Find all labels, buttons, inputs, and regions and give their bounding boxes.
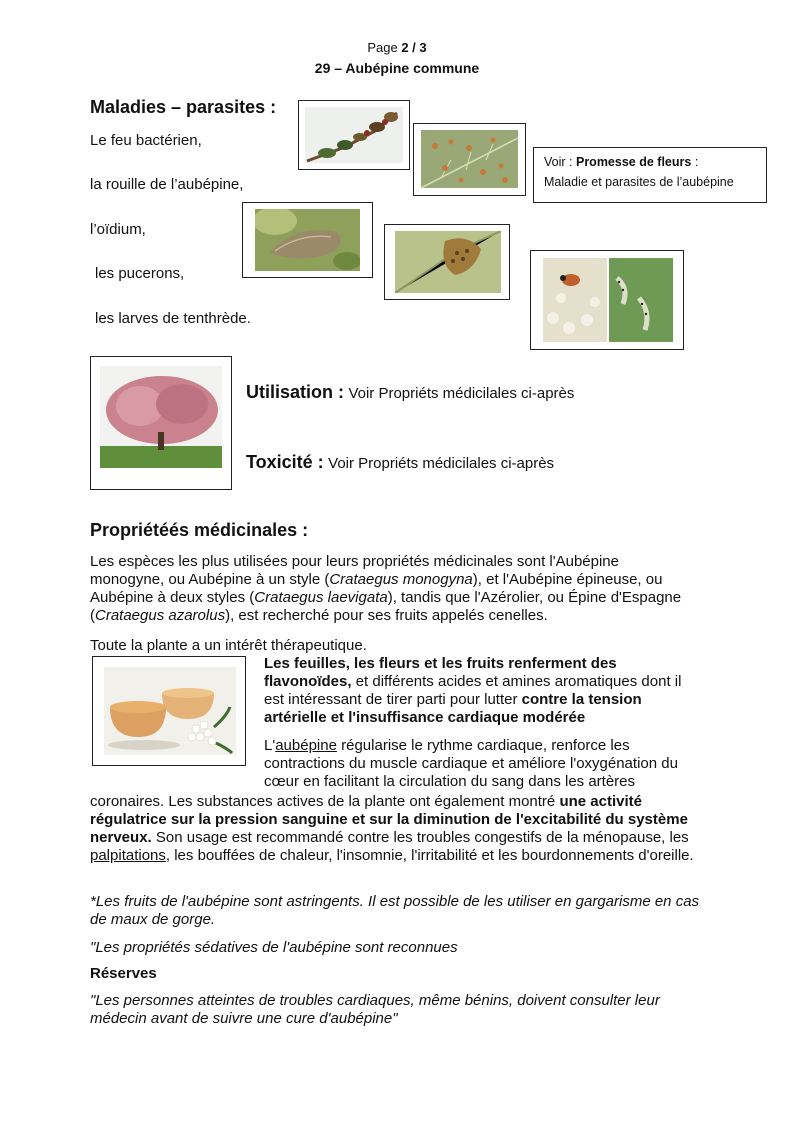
paragraph-3-text-a: régularise le rythme cardiaque, renforce les contractions du muscle cardiaque et améliore l'oxygénation du cœur en facilitant la circulation du sang dans les artères	[264, 737, 678, 790]
photo-feu-bacterien	[298, 100, 410, 170]
reserves-heading: Réserves	[90, 965, 157, 982]
proprietes-paragraph-2-line1: Toute la plante a un intérêt thérapeutique.	[90, 637, 367, 654]
utilisation-label: Utilisation :	[246, 382, 344, 402]
larvae-illustration	[543, 258, 673, 342]
proprietes-paragraph-3-start: L'aubépine régularise le rythme cardiaque, renforce les contractions du muscle cardiaque et améliore l'oxygénation du cœur en facilitant la circulation du sang dans les artères	[264, 737, 678, 790]
utilisation-text: Voir Propriéts médicilales ci-après	[348, 385, 575, 402]
maladie-item-oidium: l’oïdium,	[90, 221, 146, 238]
toxicite-section	[246, 452, 554, 473]
page-title: 29 – Aubépine commune	[314, 60, 480, 76]
note-box-line1: Voir : Promesse de fleurs :	[544, 155, 699, 169]
photo-rouille	[413, 123, 526, 196]
photo-oidium	[242, 202, 373, 278]
note-proprietes-sedatives: "Les propriétés sédatives de l'aubépine sont reconnues	[90, 939, 458, 956]
maladie-item-tenthrede: les larves de tenthrède.	[95, 310, 251, 327]
maladie-item-pucerons: les pucerons,	[95, 265, 185, 282]
tree-illustration	[100, 366, 222, 468]
proprietes-heading: Propriétéés médicinales :	[90, 520, 309, 540]
utilisation-section	[246, 382, 574, 403]
aubepine-link[interactable]: aubépine	[275, 737, 337, 754]
branch-illustration	[305, 107, 403, 163]
photo-tisane-aubepine	[92, 656, 246, 766]
note-fruits-astringents: *Les fruits de l'aubépine sont astringents. Il est possible de les utiliser en gargarisme en cas de maux de gorge.	[90, 893, 700, 928]
oidium-leaf-illustration	[255, 209, 360, 271]
tea-cup-illustration	[104, 667, 236, 755]
page-number: Page 2 / 3	[367, 40, 427, 55]
note-box-line2: Maladie et parasites de l’aubépine	[544, 175, 734, 189]
paragraph-3-text-b: coronaires. Les substances actives de la plante ont également montré	[90, 793, 556, 810]
note-box-reference-title: Promesse de fleurs	[575, 155, 692, 169]
maladie-item-rouille: la rouille de l’aubépine,	[90, 176, 244, 193]
maladie-item-feu-bacterien: Le feu bactérien,	[90, 132, 202, 149]
toxicite-text: Voir Propriéts médicilales ci-après	[328, 455, 555, 472]
proprietes-paragraph-3-end: coronaires. Les substances actives de la plante ont également montré une activité régulatrice sur la pression sanguine et sur la diminution de l'excitabilité du système nerveux. Son usage est recommandé contre les troubles congestifs de la ménopause, les palpitations, les bouffées de chaleur, l'insomnie, l'irritabilité et les bourdonnements d'oreille.	[90, 793, 694, 864]
aphid-leaf-illustration	[395, 231, 501, 293]
proprietes-paragraph-1: Les espèces les plus utilisées pour leurs propriétés médicinales sont l'Aubépine monogyne, ou Aubépine à un style (Crataegus monogyna), et l'Aubépine épineuse, ou Aubépine à deux styles (Crataegus laevigata), tandis que l'Azérolier, ou Épine d'Espagne (Crataegus azarolus), est recherché pour ses fruits appelés cenelles.	[90, 553, 682, 624]
rust-leaf-illustration	[421, 130, 518, 188]
palpitations-link[interactable]: palpitations	[90, 847, 166, 864]
reserves-text: "Les personnes atteintes de troubles cardiaques, même bénins, doivent consulter leur médecin avant de suivre une cure d'aubépine"	[90, 992, 660, 1027]
photo-arbre-aubepine	[90, 356, 232, 490]
maladies-heading: Maladies – parasites :	[90, 97, 277, 117]
proprietes-paragraph-2-continued: Les feuilles, les fleurs et les fruits renferment des flavonoïdes, et différents acides et amines aromatiques dont il est intéressant de tirer parti pour lutter contre la tension artérielle et l'insuffisance cardiaque modérée	[264, 655, 682, 726]
proprietes-paragraph-2-body	[264, 637, 698, 655]
note-box-promesse-de-fleurs	[533, 147, 767, 203]
photo-larves-tenthrede	[530, 250, 684, 350]
toxicite-label: Toxicité :	[246, 452, 324, 472]
photo-pucerons	[384, 224, 510, 300]
